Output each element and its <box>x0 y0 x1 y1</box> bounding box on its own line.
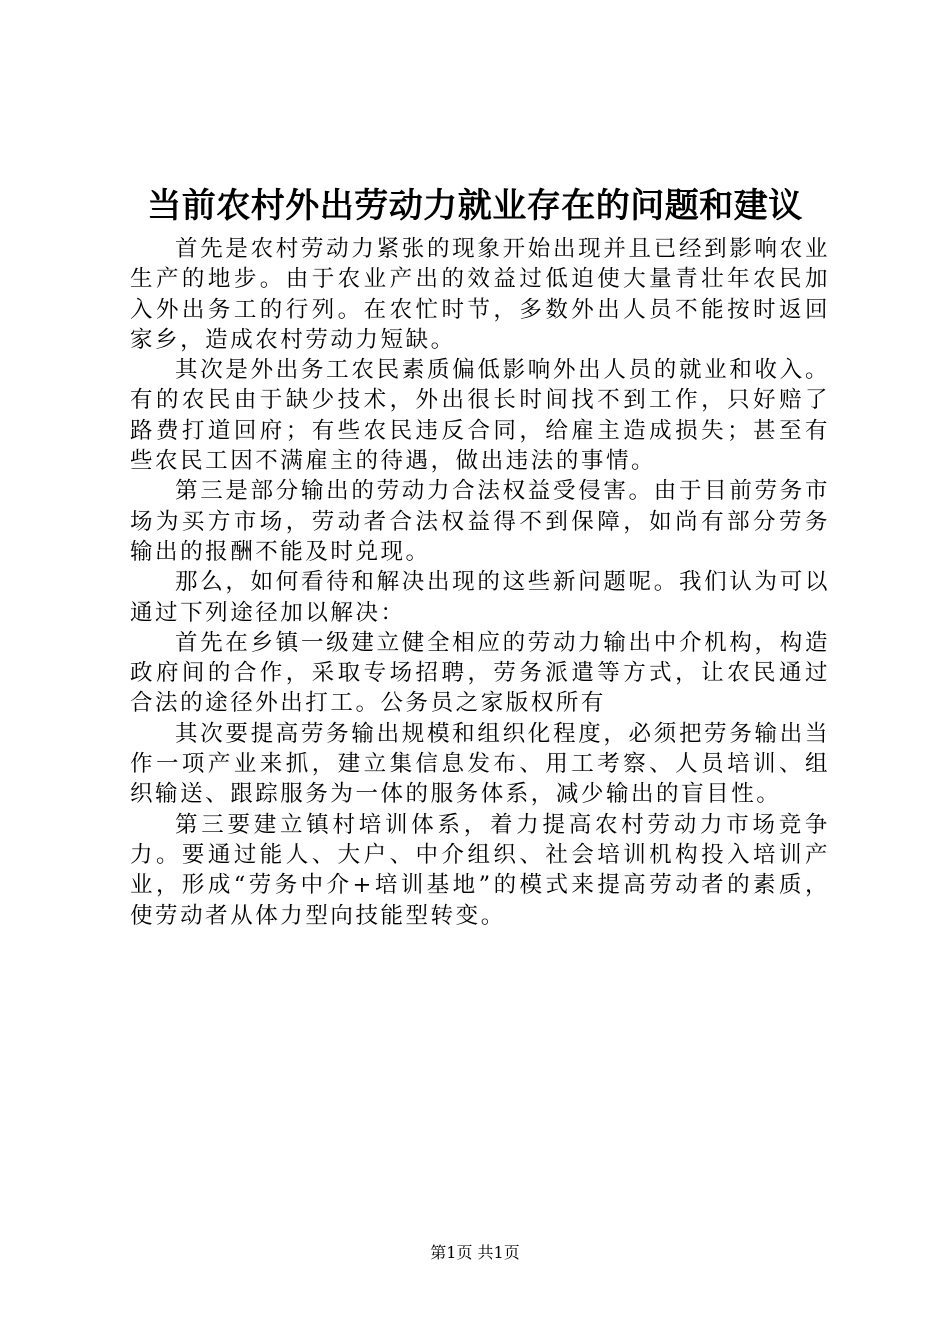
paragraph-2: 其次是外出务工农民素质偏低影响外出人员的就业和收入。有的农民由于缺少技术，外出很长时间找不到工作，只好赔了路费打道回府；有些农民违反合同，给雇主造成损失；甚至有些农民工因不满雇主的待遇，做出违法的事情。 <box>130 357 830 475</box>
paragraph-5: 首先在乡镇一级建立健全相应的劳动力输出中介机构，构造政府间的合作，采取专场招聘，劳务派遣等方式，让农民通过合法的途径外出打工。公务员之家版权所有 <box>130 629 830 717</box>
paragraph-7: 第三要建立镇村培训体系，着力提高农村劳动力市场竞争力。要通过能人、大户、中介组织、社会培训机构投入培训产业，形成“劳务中介+培训基地”的模式来提高劳动者的素质，使劳动者从体力型向技能型转变。 <box>130 811 830 929</box>
paragraph-3: 第三是部分输出的劳动力合法权益受侵害。由于目前劳务市场为买方市场，劳动者合法权益得不到保障，如尚有部分劳务输出的报酬不能及时兑现。 <box>130 478 830 565</box>
paragraph-1: 首先是农村劳动力紧张的现象开始出现并且已经到影响农业生产的地步。由于农业产出的效益过低迫使大量青壮年农民加入外出务工的行列。在农忙时节，多数外出人员不能按时返回家乡，造成农村劳动力短缺。 <box>130 236 830 353</box>
document-title: 当前农村外出劳动力就业存在的问题和建议 <box>147 186 803 226</box>
paragraph-6: 其次要提高劳务输出规模和组织化程度，必须把劳务输出当作一项产业来抓，建立集信息发布、用工考察、人员培训、组织输送、跟踪服务为一体的服务体系，减少输出的盲目性。 <box>130 720 830 808</box>
page-footer: 第1页 共1页 <box>430 1243 520 1262</box>
document-body <box>130 234 830 931</box>
paragraph-4: 那么，如何看待和解决出现的这些新问题呢。我们认为可以通过下列途径加以解决： <box>130 569 830 626</box>
